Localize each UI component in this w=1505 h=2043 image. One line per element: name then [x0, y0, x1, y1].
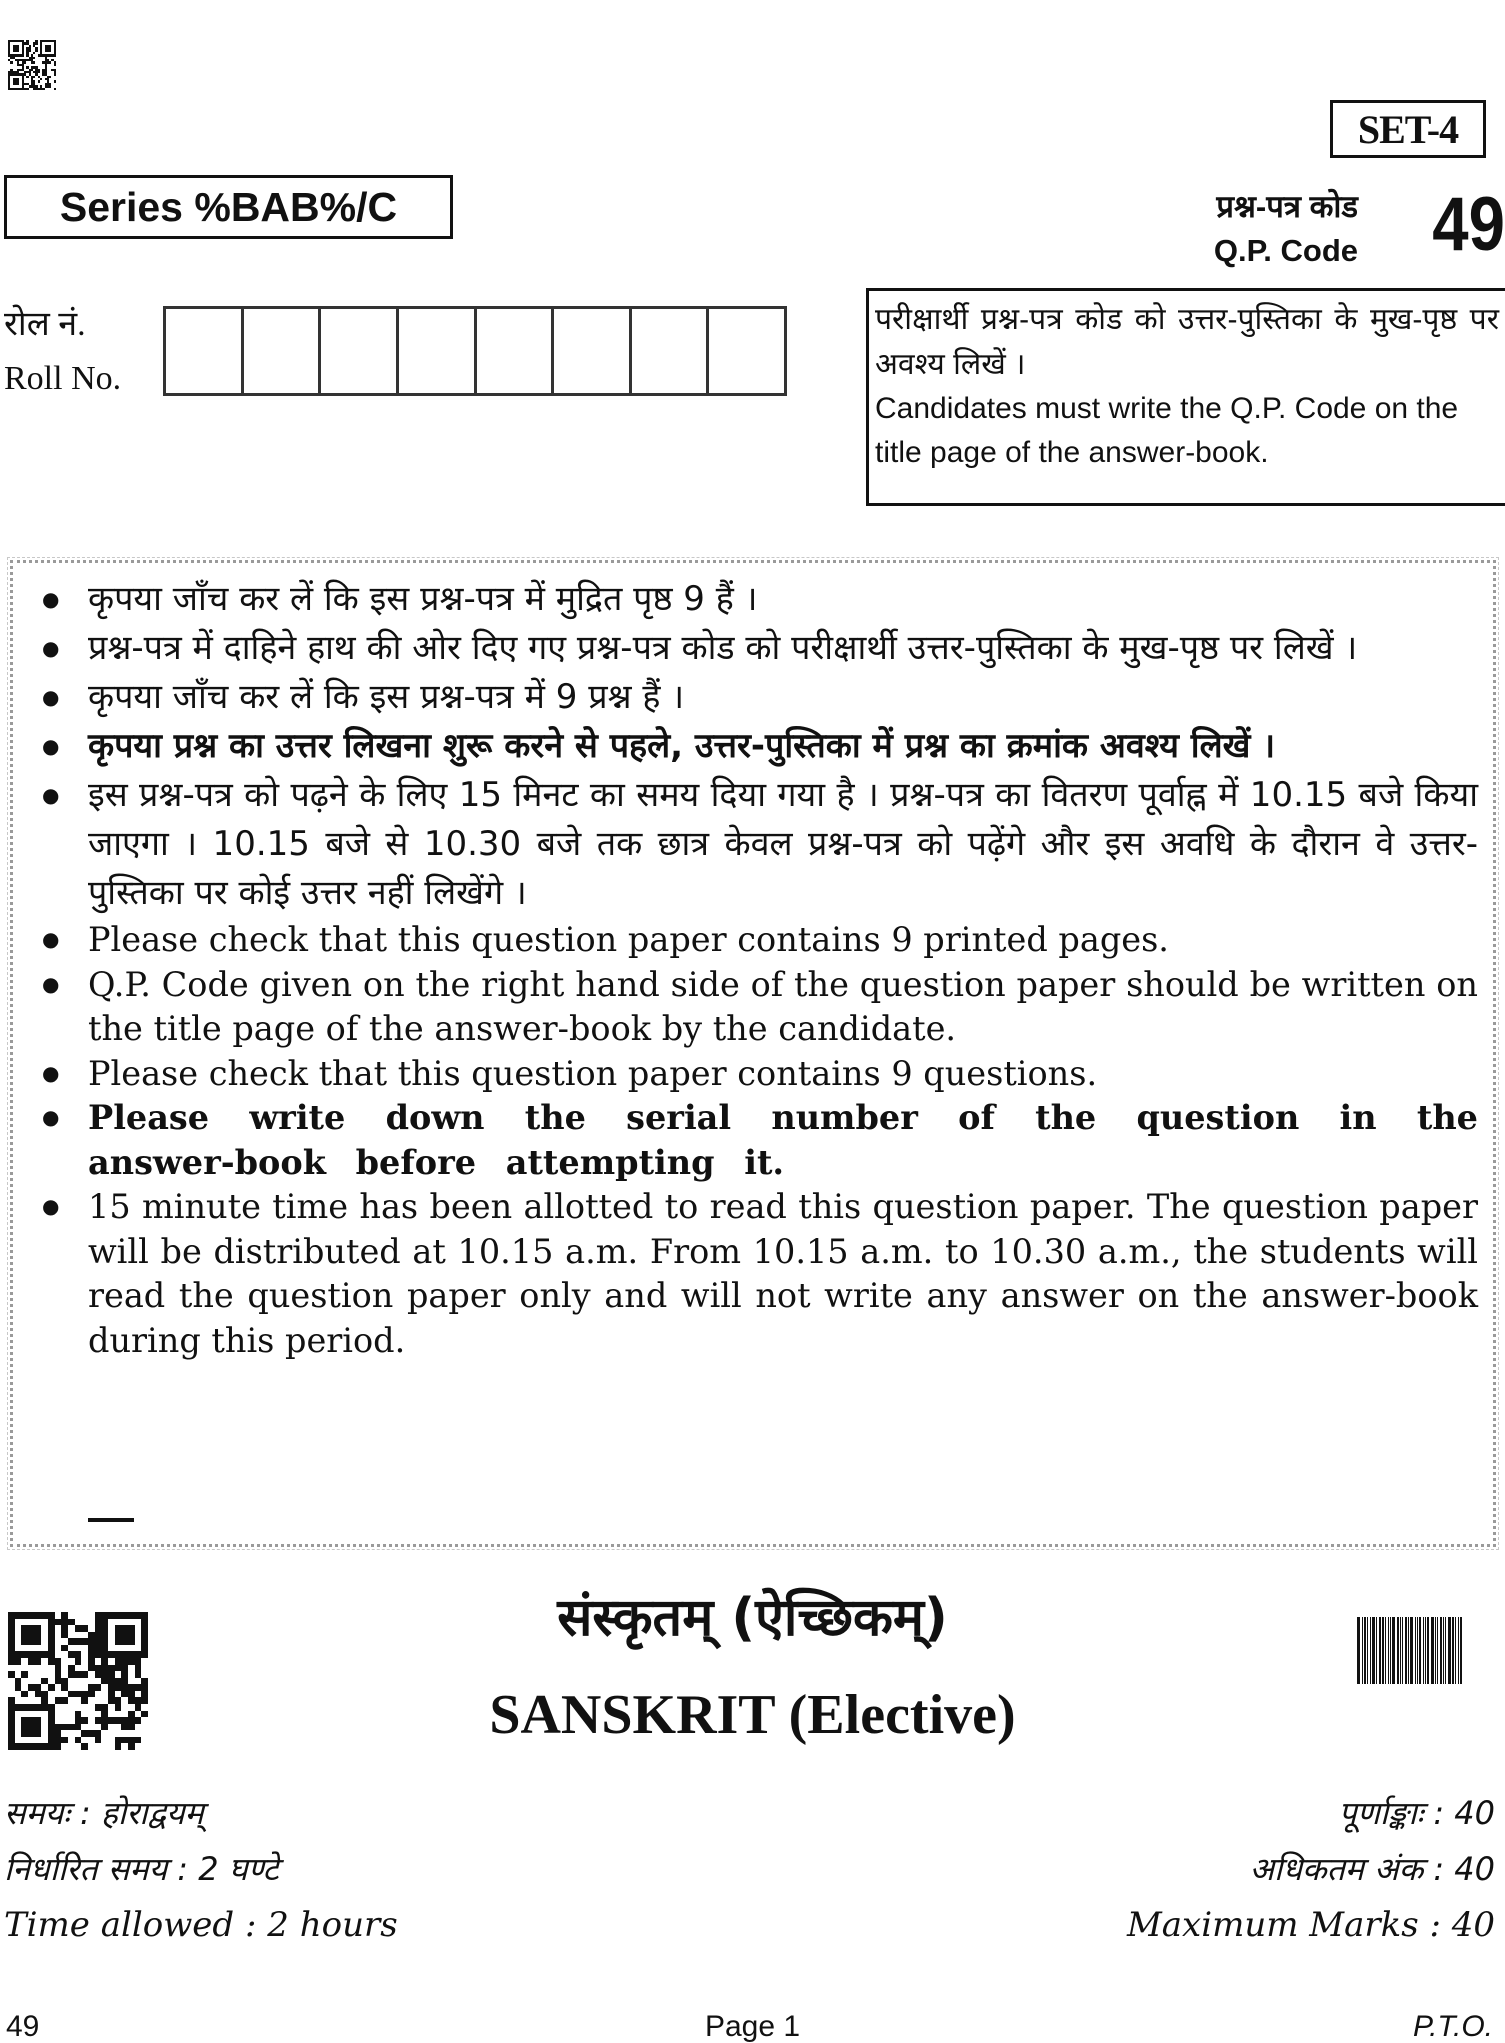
instruction-item: ● Please check that this question paper contains 9 questions.: [38, 1052, 1478, 1097]
notice-text-hi: परीक्षार्थी प्रश्न-पत्र कोड को उत्तर-पुस्तिका के मुख-पृष्ठ पर अवश्य लिखें ।: [875, 303, 1499, 381]
set-badge: [1330, 100, 1486, 158]
instruction-item: ● Q.P. Code given on the right hand side of the question paper should be written on the title page of the answer-book by the candidate.: [38, 963, 1478, 1052]
qp-code-label: [1100, 185, 1358, 273]
instruction-item: ● कृपया जाँच कर लें कि इस प्रश्न-पत्र में 9 प्रश्न हैं ।: [38, 673, 1478, 722]
instruction-item: ● प्रश्न-पत्र में दाहिने हाथ की ओर दिए गए प्रश्न-पत्र कोड को परीक्षार्थी उत्तर-पुस्तिका के मुख-पृष्ठ पर लिखें ।: [38, 624, 1478, 673]
qp-code-notice: [866, 288, 1505, 506]
instruction-item-bold: ● कृपया प्रश्न का उत्तर लिखना शुरू करने से पहले, उत्तर-पुस्तिका में प्रश्न का क्रमांक अवश्य लिखें ।: [38, 722, 1478, 771]
time-hindi: निर्धारित समय : 2 घण्टे: [4, 1850, 279, 1888]
roll-number-label-hi: रोल नं.: [4, 306, 86, 343]
roll-number-label-en: Roll No.: [4, 360, 122, 397]
subject-title-hi: संस्कृतम् (ऐच्छिकम्): [557, 1588, 948, 1648]
roll-number-label: [4, 298, 121, 406]
marks-sanskrit: पूर्णाङ्काः : 40: [1338, 1794, 1495, 1832]
instruction-item: ● 15 minute time has been allotted to read this question paper. The question paper will be distributed at 10.15 a.m. From 10.15 a.m. to 10.30 a.m., the students will read the question paper only and will not write any answer on the answer-book during this period.: [38, 1185, 1478, 1363]
roll-number-cell[interactable]: [632, 309, 710, 393]
time-sanskrit: समयः : होराद्वयम्: [4, 1794, 204, 1832]
qp-code-label-en: Q.P. Code: [1213, 233, 1358, 268]
marks-hindi: अधिकतम अंक : 40: [1249, 1850, 1495, 1888]
roll-number-cell[interactable]: [321, 309, 399, 393]
roll-number-cell[interactable]: [399, 309, 477, 393]
instruction-item: ● कृपया जाँच कर लें कि इस प्रश्न-पत्र में मुद्रित पृष्ठ 9 हैं ।: [38, 575, 1478, 624]
qp-code-value: 49: [1432, 182, 1505, 267]
qr-code-small: [8, 40, 56, 90]
instructions-list: [38, 575, 1478, 1363]
roll-number-cell[interactable]: [477, 309, 555, 393]
qp-code-label-hi: प्रश्न-पत्र कोड: [1216, 189, 1358, 224]
roll-number-cell[interactable]: [244, 309, 322, 393]
set-label: SET-4: [1357, 106, 1459, 152]
roll-number-cell[interactable]: [709, 309, 784, 393]
series-badge: [4, 175, 453, 239]
instruction-item: ● इस प्रश्न-पत्र को पढ़ने के लिए 15 मिनट का समय दिया गया है । प्रश्न-पत्र का वितरण पूर्वाह्न में 10.15 बजे किया जाएगा । 10.15 बजे से 10.30 बजे तक छात्र केवल प्रश्न-पत्र को पढ़ेंगे और इस अवधि के दौरान वे उत्तर-पुस्तिका पर कोई उत्तर नहीं लिखेंगे ।: [38, 771, 1478, 918]
footer-page-number: Page 1: [704, 2010, 801, 2043]
roll-number-cell[interactable]: [166, 309, 244, 393]
notice-text-en: Candidates must write the Q.P. Code on the title page of the answer-book.: [875, 392, 1459, 469]
marks-english: Maximum Marks : 40: [1126, 1905, 1495, 1945]
footer-pto: P.T.O.: [1412, 2010, 1493, 2043]
series-label: Series %BAB%/C: [59, 183, 398, 230]
instruction-item-bold: ● Please write down the serial number of the question in the answer-book before attempting it.: [38, 1096, 1478, 1185]
underline-mark: [88, 1518, 134, 1522]
time-english: Time allowed : 2 hours: [4, 1905, 398, 1945]
subject-title-en: SANSKRIT (Elective): [489, 1684, 1016, 1746]
instruction-item: ● Please check that this question paper contains 9 printed pages.: [38, 918, 1478, 963]
roll-number-cell[interactable]: [554, 309, 632, 393]
time-allowed: [4, 1785, 398, 1953]
barcode: [1357, 1617, 1491, 1684]
roll-number-grid[interactable]: [163, 306, 787, 396]
maximum-marks: [1127, 1785, 1495, 1953]
footer-code: 49: [6, 2010, 40, 2043]
